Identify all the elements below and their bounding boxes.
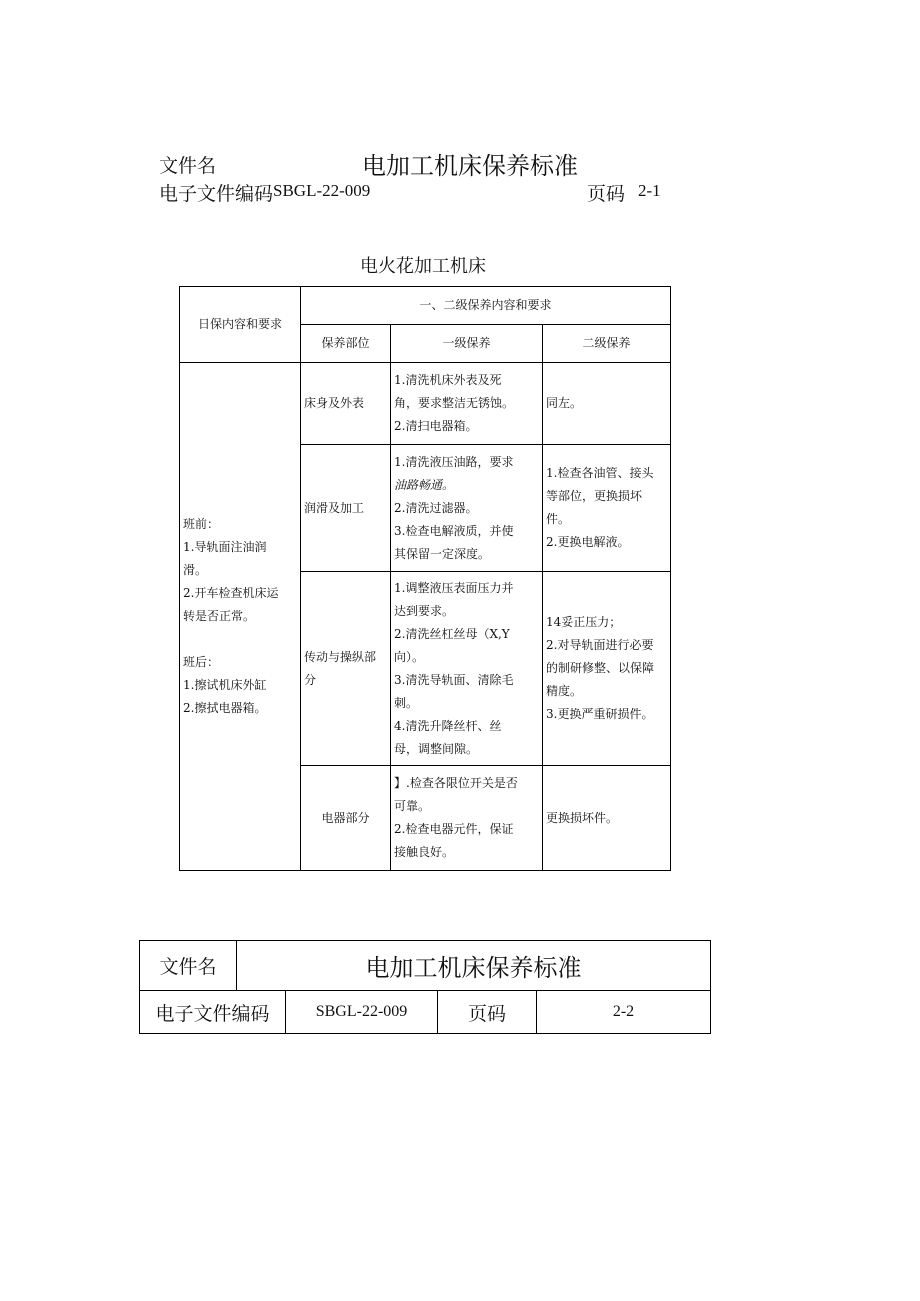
level1-line: 油路畅通。 — [394, 477, 455, 492]
level1-line: 2.清洗丝杠丝母（X,Y — [394, 626, 510, 641]
level1-line: 角，要求整洁无锈蚀。 — [394, 396, 515, 410]
part-cell: 电器部分 — [301, 766, 391, 871]
col-header-part: 保养部位 — [301, 325, 391, 363]
code-value: SBGL-22-009 — [273, 181, 371, 200]
footer-title: 电加工机床保养标准 — [237, 941, 711, 991]
level1-line: 3.检查电解液质，并使 — [394, 523, 514, 538]
level1-line: 2.检查电器元件，保证 — [394, 822, 514, 836]
file-name-label: 文件名 — [159, 155, 217, 177]
document-title: 电加工机床保养标准 — [362, 152, 578, 180]
part-cell: 传动与操纵部分 — [301, 572, 391, 766]
level2-line: 1.检查各油管、接头 — [546, 466, 654, 480]
maintenance-table — [179, 286, 671, 871]
daily-line: 2.擦拭电器箱。 — [183, 701, 267, 715]
level2-line: 件。 — [546, 512, 571, 526]
page-label: 页码 — [587, 183, 626, 205]
level1-line: 接触良好。 — [394, 845, 455, 859]
level1-line: 4.清洗升降丝杆、丝 — [394, 718, 502, 733]
section-title: 电火花加工机床 — [360, 256, 486, 277]
level2-line: 2.对导轨面进行必要 — [546, 638, 654, 652]
level2-line: 2.更换电解液。 — [546, 535, 630, 549]
level-header: 一、二级保养内容和要求 — [301, 287, 671, 325]
level2-cell — [543, 766, 671, 871]
level2-line: 更换损坏件。 — [546, 810, 619, 825]
level1-line: 】.检查各限位开关是否 — [394, 776, 518, 790]
level1-line: 其保留一定深度。 — [394, 546, 491, 561]
page-value: 2-1 — [638, 181, 661, 200]
level1-cell — [391, 572, 543, 766]
level1-line: 达到要求。 — [394, 603, 455, 618]
level1-cell — [391, 363, 543, 445]
part-cell: 润滑及加工 — [301, 445, 391, 572]
footer-code-value: SBGL-22-009 — [286, 991, 438, 1034]
footer-code-label: 电子文件编码 — [140, 991, 286, 1034]
footer-file-name-label: 文件名 — [140, 941, 237, 991]
level1-line: 1.清洗机床外表及死 — [394, 373, 502, 387]
level2-cell — [543, 445, 671, 572]
level2-line: 精度。 — [546, 684, 583, 698]
level2-line: 同左。 — [546, 396, 583, 410]
footer-page-label: 页码 — [438, 991, 537, 1034]
col-header-level2: 二级保养 — [543, 325, 671, 363]
footer-header-table — [139, 940, 711, 1034]
daily-line: 班前： — [183, 517, 220, 531]
level1-line: 可靠。 — [394, 799, 431, 813]
code-label: 电子文件编码 — [159, 183, 274, 205]
level2-line: 3.更换严重研损件。 — [546, 707, 654, 721]
level2-line: 等部位，更换损坏 — [546, 489, 643, 503]
daily-line: 滑。 — [183, 563, 208, 577]
level2-line: 的制研修整、以保障 — [546, 661, 655, 675]
level1-cell — [391, 766, 543, 871]
level1-line: 3.清洗导轨面、清除毛 — [394, 672, 514, 687]
daily-line — [183, 628, 297, 651]
level1-cell — [391, 445, 543, 572]
level1-line: 刺。 — [394, 695, 419, 710]
level2-cell — [543, 363, 671, 445]
level1-line: 2.清扫电器箱。 — [394, 419, 478, 433]
daily-line: 班后： — [183, 655, 220, 669]
part-cell: 床身及外表 — [301, 363, 391, 445]
table-row — [180, 363, 671, 445]
col-header-level1: 一级保养 — [391, 325, 543, 363]
daily-line: 转是否正常。 — [183, 609, 256, 623]
level2-cell — [543, 572, 671, 766]
level1-line: 1.清洗液压油路，要求 — [394, 454, 514, 469]
level1-line: 向）。 — [394, 649, 425, 664]
level1-line: 1.调整液压表面压力并 — [394, 580, 514, 595]
daily-content — [180, 363, 301, 871]
level1-line: 2.清洗过滤器。 — [394, 500, 478, 515]
footer-page-value: 2-2 — [537, 991, 711, 1034]
daily-line: 2.开车检查机床运 — [183, 586, 279, 600]
daily-line: 1.擦试机床外缸 — [183, 678, 267, 692]
level1-line: 母，调整间隙。 — [394, 741, 479, 756]
level2-line: 14妥正压力； — [546, 615, 622, 629]
daily-header: 日保内容和要求 — [180, 287, 301, 363]
daily-line: 1.导轨面注油润 — [183, 540, 267, 554]
